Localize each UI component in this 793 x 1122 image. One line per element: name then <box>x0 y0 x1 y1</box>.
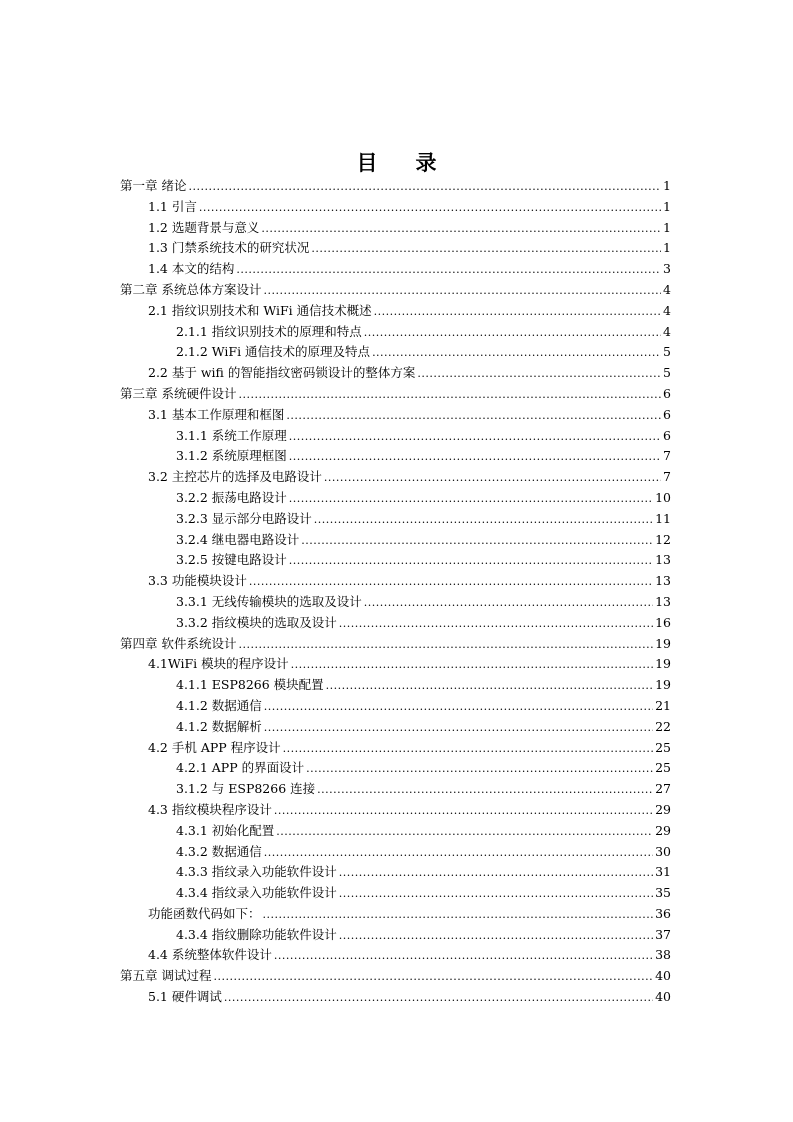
toc-entry[interactable] <box>120 883 671 904</box>
toc-entry[interactable] <box>120 530 671 551</box>
toc-entry-label: 3.1.2 与 ESP8266 连接 <box>176 781 316 797</box>
toc-entry-label: 3.1 基本工作原理和框图 <box>148 406 285 422</box>
dot-leader <box>264 843 653 864</box>
toc-entry[interactable] <box>120 197 671 218</box>
toc-entry[interactable] <box>120 218 671 239</box>
toc-entry-label: 1.3 门禁系统技术的研究状况 <box>148 240 310 256</box>
toc-entry-page-number: 10 <box>655 489 671 505</box>
toc-entry-label: 2.1.1 指纹识别技术的原理和特点 <box>176 323 362 339</box>
toc-entry-label: 第二章 系统总体方案设计 <box>120 281 262 297</box>
toc-entry-page-number: 40 <box>655 989 671 1005</box>
toc-entry-page-number: 16 <box>655 614 671 630</box>
toc-entry-label: 3.2.5 按键电路设计 <box>176 552 287 568</box>
toc-entry-page-number: 22 <box>655 718 671 734</box>
dot-leader <box>264 718 653 739</box>
toc-entry[interactable] <box>120 509 671 530</box>
dot-leader <box>374 302 661 323</box>
dot-leader <box>224 988 653 1009</box>
toc-entry[interactable] <box>120 301 671 322</box>
toc-entry-label: 4.1.2 数据通信 <box>176 697 262 713</box>
toc-entry-label: 4.1.2 数据解析 <box>176 718 262 734</box>
toc-entry[interactable] <box>120 634 671 655</box>
toc-entry-label: 第一章 绪论 <box>120 178 187 193</box>
dot-leader <box>274 801 653 822</box>
dot-leader <box>236 260 661 281</box>
dot-leader <box>339 614 653 635</box>
toc-entry-page-number: 1 <box>663 219 671 235</box>
toc-entry-label: 3.3.2 指纹模块的选取及设计 <box>176 614 337 630</box>
toc-entry[interactable] <box>120 675 671 696</box>
toc-entry-label: 1.2 选题背景与意义 <box>148 219 260 235</box>
dot-leader <box>339 926 653 947</box>
toc-entry[interactable] <box>120 800 671 821</box>
toc-entry-label: 第四章 软件系统设计 <box>120 635 237 651</box>
toc-entry[interactable] <box>120 738 671 759</box>
dot-leader <box>261 219 661 240</box>
toc-entry-label: 3.3.1 无线传输模块的选取及设计 <box>176 593 362 609</box>
toc-entry-page-number: 11 <box>655 510 671 526</box>
toc-title: 目录 <box>356 151 475 175</box>
toc-entry-label: 3.2 主控芯片的选择及电路设计 <box>148 469 322 485</box>
toc-entry-page-number: 6 <box>663 427 671 443</box>
toc-entry[interactable] <box>120 966 671 987</box>
toc-entry-page-number: 4 <box>663 281 671 297</box>
toc-entry-label: 4.3 指纹模块程序设计 <box>148 801 272 817</box>
toc-entry-label: 功能函数代码如下： <box>148 905 261 921</box>
dot-leader <box>317 780 653 801</box>
toc-entry-label: 4.4 系统整体软件设计 <box>148 947 272 963</box>
toc-entry-page-number: 5 <box>663 365 671 381</box>
toc-entry-label: 4.2.1 APP 的界面设计 <box>176 760 305 776</box>
toc-entry-label: 4.3.3 指纹录入功能软件设计 <box>176 864 337 880</box>
toc-entry-page-number: 19 <box>655 677 671 693</box>
toc-entry-label: 3.2.3 显示部分电路设计 <box>176 510 312 526</box>
toc-entry-page-number: 27 <box>655 781 671 797</box>
dot-leader <box>238 385 661 406</box>
toc-entry-label: 4.3.1 初始化配置 <box>176 822 275 838</box>
toc-entry-page-number: 1 <box>663 178 671 193</box>
toc-entry[interactable] <box>120 758 671 779</box>
toc-entry[interactable] <box>120 446 671 467</box>
dot-leader <box>306 759 653 780</box>
toc-entry-page-number: 40 <box>655 968 671 984</box>
toc-entry[interactable] <box>120 862 671 883</box>
toc-entry-page-number: 29 <box>655 801 671 817</box>
toc-entry[interactable] <box>120 613 671 634</box>
toc-entry-label: 4.3.4 指纹删除功能软件设计 <box>176 926 337 942</box>
toc-entry-page-number: 37 <box>655 926 671 942</box>
toc-entry[interactable] <box>120 259 671 280</box>
toc-entry-label: 2.2 基于 wifi 的智能指纹密码锁设计的整体方案 <box>148 365 416 381</box>
toc-entry-page-number: 3 <box>663 261 671 277</box>
dot-leader <box>263 905 654 926</box>
toc-entry[interactable] <box>120 717 671 738</box>
toc-entry[interactable] <box>120 176 671 197</box>
toc-entry-page-number: 25 <box>655 739 671 755</box>
table-of-contents <box>120 176 671 1008</box>
dot-leader <box>339 863 653 884</box>
toc-entry-label: 3.1.1 系统工作原理 <box>176 427 287 443</box>
toc-entry[interactable] <box>120 842 671 863</box>
toc-entry-page-number: 19 <box>655 656 671 672</box>
toc-entry-page-number: 6 <box>663 406 671 422</box>
toc-entry[interactable] <box>120 904 671 925</box>
toc-entry-page-number: 25 <box>655 760 671 776</box>
toc-entry-page-number: 4 <box>663 302 671 318</box>
toc-entry-label: 4.2 手机 APP 程序设计 <box>148 739 281 755</box>
toc-entry-label: 4.1WiFi 模块的程序设计 <box>148 656 289 672</box>
dot-leader <box>339 884 653 905</box>
toc-entry[interactable] <box>120 342 671 363</box>
toc-entry[interactable] <box>120 405 671 426</box>
toc-entry-label: 5.1 硬件调试 <box>148 989 222 1005</box>
toc-entry[interactable] <box>120 821 671 842</box>
dot-leader <box>249 572 653 593</box>
dot-leader <box>364 593 653 614</box>
dot-leader <box>289 489 653 510</box>
toc-entry[interactable] <box>120 592 671 613</box>
toc-entry[interactable] <box>120 571 671 592</box>
toc-entry[interactable] <box>120 987 671 1008</box>
toc-entry-label: 2.1 指纹识别技术和 WiFi 通信技术概述 <box>148 302 372 318</box>
dot-leader <box>289 551 653 572</box>
toc-entry[interactable] <box>120 925 671 946</box>
dot-leader <box>364 323 661 344</box>
toc-entry-label: 1.4 本文的结构 <box>148 261 235 277</box>
toc-entry[interactable] <box>120 654 671 675</box>
toc-entry[interactable] <box>120 696 671 717</box>
dot-leader <box>283 739 653 760</box>
toc-entry-page-number: 1 <box>663 240 671 256</box>
dot-leader <box>213 967 653 988</box>
dot-leader <box>314 510 653 531</box>
toc-entry-page-number: 12 <box>655 531 671 547</box>
dot-leader <box>289 427 661 448</box>
dot-leader <box>372 343 661 364</box>
toc-entry-label: 4.3.4 指纹录入功能软件设计 <box>176 885 337 901</box>
dot-leader <box>291 655 653 676</box>
dot-leader <box>324 468 661 489</box>
toc-entry[interactable] <box>120 467 671 488</box>
toc-entry-label: 第三章 系统硬件设计 <box>120 385 237 401</box>
dot-leader <box>188 177 661 198</box>
toc-entry[interactable] <box>120 945 671 966</box>
toc-entry-page-number: 35 <box>655 885 671 901</box>
toc-entry[interactable] <box>120 488 671 509</box>
toc-entry-page-number: 1 <box>663 198 671 214</box>
toc-entry-label: 4.1.1 ESP8266 模块配置 <box>176 677 324 693</box>
dot-leader <box>417 364 661 385</box>
toc-entry[interactable] <box>120 280 671 301</box>
toc-entry-label: 3.2.2 振荡电路设计 <box>176 489 287 505</box>
dot-leader <box>238 635 653 656</box>
dot-leader <box>286 406 661 427</box>
toc-entry-page-number: 13 <box>655 593 671 609</box>
toc-entry-page-number: 5 <box>663 344 671 360</box>
toc-entry[interactable] <box>120 322 671 343</box>
toc-entry-page-number: 7 <box>663 469 671 485</box>
toc-entry-label: 第五章 调试过程 <box>120 968 212 984</box>
toc-entry-label: 3.2.4 继电器电路设计 <box>176 531 300 547</box>
toc-entry-page-number: 29 <box>655 822 671 838</box>
dot-leader <box>199 198 661 219</box>
toc-entry-page-number: 30 <box>655 843 671 859</box>
toc-entry-page-number: 31 <box>655 864 671 880</box>
toc-entry-label: 2.1.2 WiFi 通信技术的原理及特点 <box>176 344 371 360</box>
toc-entry-page-number: 4 <box>663 323 671 339</box>
dot-leader <box>263 281 661 302</box>
toc-entry-page-number: 13 <box>655 552 671 568</box>
toc-entry-page-number: 19 <box>655 635 671 651</box>
toc-entry[interactable] <box>120 238 671 259</box>
toc-entry-label: 3.3 功能模块设计 <box>148 573 247 589</box>
toc-entry[interactable] <box>120 426 671 447</box>
toc-entry-page-number: 38 <box>655 947 671 963</box>
toc-entry[interactable] <box>120 363 671 384</box>
toc-entry-label: 4.3.2 数据通信 <box>176 843 262 859</box>
dot-leader <box>326 676 653 697</box>
dot-leader <box>264 697 653 718</box>
toc-entry-page-number: 13 <box>655 573 671 589</box>
toc-entry-page-number: 21 <box>655 697 671 713</box>
toc-entry-page-number: 36 <box>655 905 671 921</box>
toc-entry[interactable] <box>120 779 671 800</box>
toc-entry[interactable] <box>120 550 671 571</box>
dot-leader <box>311 239 661 260</box>
dot-leader <box>301 531 653 552</box>
dot-leader <box>289 447 661 468</box>
toc-entry-page-number: 7 <box>663 448 671 464</box>
toc-entry[interactable] <box>120 384 671 405</box>
dot-leader <box>276 822 653 843</box>
toc-entry-label: 1.1 引言 <box>148 198 197 214</box>
toc-entry-page-number: 6 <box>663 385 671 401</box>
toc-entry-label: 3.1.2 系统原理框图 <box>176 448 287 464</box>
dot-leader <box>274 946 653 967</box>
